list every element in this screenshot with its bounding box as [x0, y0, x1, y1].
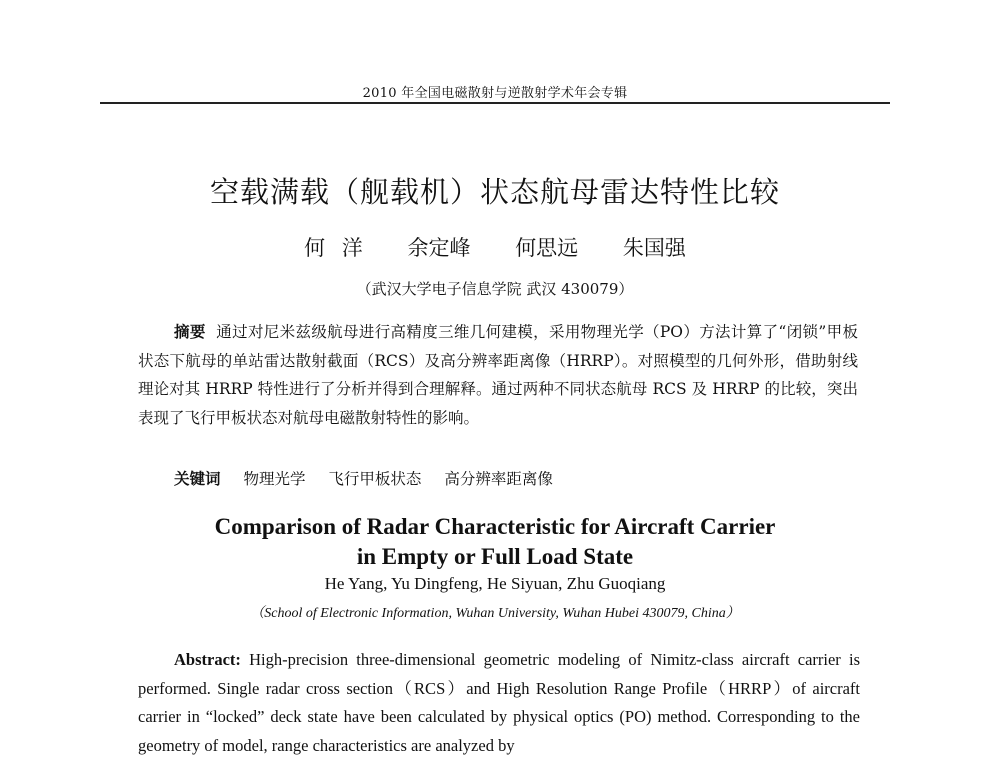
abstract-label-en: Abstract — [174, 650, 236, 669]
author-4: 朱国强 — [622, 236, 686, 260]
chinese-keywords — [174, 467, 864, 489]
keyword-3: 高分辨率距离像 — [444, 470, 553, 488]
chinese-affiliation: （武汉大学电子信息学院 武汉 430079） — [356, 280, 634, 298]
english-authors: He Yang, Yu Dingfeng, He Siyuan, Zhu Guoqiang — [324, 574, 666, 593]
abstract-text-en: High-precision three-dimensional geometric modeling of Nimitz-class aircraft carrier is performed. Single radar cross section（RCS）and High Resolution Range Profile（HRRP）of aircraft carrier in “locked” deck state have been calculated by physical optics (PO) method. Corresponding to the geometry of model, range characteristics are analyzed by — [138, 650, 861, 755]
english-title-line-2: in Empty or Full Load State — [356, 544, 634, 569]
chinese-abstract — [138, 318, 858, 432]
chinese-authors — [100, 232, 890, 262]
english-title — [100, 512, 890, 572]
abstract-text-cn: 通过对尼米兹级航母进行高精度三维几何建模，采用物理光学（PO）方法计算了“闭锁”甲板状态下航母的单站雷达散射截面（RCS）及高分辨率距离像（HRRP）。对照模型的几何外形，借助射线理论对其 HRRP 特性进行了分析并得到合理解释。通过两种不同状态航母 RCS 及 HRRP 的比较，突出表现了飞行甲板状态对航母电磁散射特性的影响。 — [138, 323, 858, 427]
english-abstract: Abstract: High-precision three-dimensional geometric modeling of Nimitz-class aircraft carrier is performed. Single radar cross section（RCS）and High Resolution Range Profile（HRRP）of aircraft carrier in “locked” deck state have been calculated by physical optics (PO) method. Corresponding to the geometry of model, range characteristics are analyzed by — [138, 650, 861, 755]
author-1: 何 洋 — [304, 236, 363, 260]
header-divider — [100, 102, 890, 104]
author-3: 何思远 — [515, 236, 579, 260]
english-affiliation: （School of Electronic Information, Wuhan University, Wuhan Hubei 430079, China） — [250, 606, 740, 621]
chinese-title: 空载满载（舰载机）状态航母雷达特性比较 — [209, 175, 780, 209]
author-2: 余定峰 — [407, 236, 471, 260]
keyword-1: 物理光学 — [243, 470, 306, 488]
keyword-2: 飞行甲板状态 — [328, 470, 422, 488]
abstract-label-cn: 摘要 — [174, 323, 206, 341]
journal-header: 2010 年全国电磁散射与逆散射学术年会专辑 — [362, 86, 628, 101]
keywords-label-cn: 关键词 — [174, 470, 221, 488]
english-title-line-1: Comparison of Radar Characteristic for Aircraft Carrier — [214, 514, 776, 539]
